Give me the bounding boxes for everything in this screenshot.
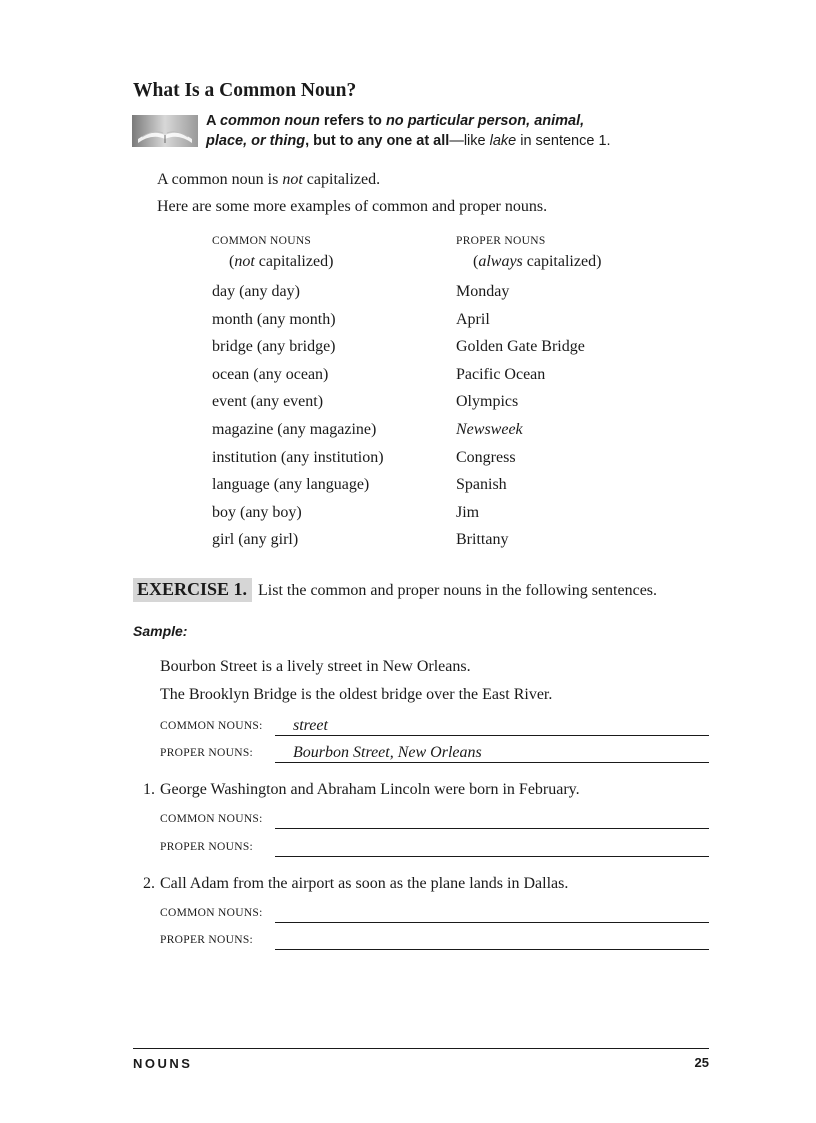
item-2-common-label: COMMON NOUNS: [160,907,263,919]
item-number-1: 1. [143,781,155,798]
proper-noun-example: Brittany [456,531,509,549]
footer-page-number: 25 [694,1055,709,1070]
noun-row [212,421,632,445]
proper-nouns-header: PROPER NOUNS [456,235,546,247]
item-1-proper-row [160,837,710,861]
sample-proper-answer: Bourbon Street, New Orleans [275,743,709,763]
proper-noun-example: April [456,310,490,328]
intro-line-2: Here are some more examples of common and proper nouns. [157,198,548,215]
sample-common-answer: street [275,716,709,736]
tip-fragment: refers to [319,113,386,129]
noun-row [212,283,632,307]
item-2-proper-answer-field[interactable] [275,930,709,950]
common-noun-example: institution (any institution) [212,448,384,466]
tip-line-2 [206,131,696,151]
item-2-common-row [160,903,710,927]
tip-fragment: common noun [219,113,320,129]
tip-text [206,111,696,151]
item-1-proper-label: PROPER NOUNS: [160,841,254,853]
section-title: What Is a Common Noun? [133,80,357,101]
item-1-common-label: COMMON NOUNS: [160,813,263,825]
exercise-label: EXERCISE 1. [133,578,252,602]
sample-proper-row [160,743,710,767]
common-noun-example: girl (any girl) [212,531,299,549]
proper-noun-example: Pacific Ocean [456,365,546,383]
item-sentence-2: Call Adam from the airport as soon as the plane lands in Dallas. [160,875,569,892]
common-noun-example: day (any day) [212,283,300,300]
footer-section-name: NOUNS [133,1056,193,1071]
proper-noun-example: Newsweek [456,421,523,438]
sample-label: Sample: [133,623,188,639]
tip-fragment: in sentence 1. [516,133,611,149]
common-nouns-subheader: (not capitalized) [229,253,334,270]
noun-row [212,449,632,473]
item-sentence-1: George Washington and Abraham Lincoln were born in February. [160,781,580,798]
common-noun-example: magazine (any magazine) [212,421,377,438]
proper-noun-example: Congress [456,448,516,466]
sample-proper-label: PROPER NOUNS: [160,747,254,759]
item-2-proper-label: PROPER NOUNS: [160,934,254,946]
tip-box [132,111,692,151]
item-1-proper-answer-field[interactable] [275,837,709,857]
common-noun-example: boy (any boy) [212,503,302,521]
tip-fragment: no particular person, animal, [385,113,585,129]
sample-common-label: COMMON NOUNS: [160,720,263,732]
sample-sentence-2: The Brooklyn Bridge is the oldest bridge over the East River. [160,686,553,703]
item-number-2: 2. [143,875,155,892]
intro-line-1: A common noun is not capitalized. [157,171,381,188]
item-2-proper-row [160,930,710,954]
noun-row [212,393,632,417]
common-noun-example: month (any month) [212,310,336,328]
sample-common-row [160,716,710,740]
tip-fragment: , but to any one at all [305,133,450,149]
open-book-icon [132,115,198,147]
noun-row [212,531,632,555]
tip-fragment: place, or thing [206,133,306,149]
common-noun-example: language (any language) [212,476,370,494]
noun-row [212,366,632,390]
footer-divider [133,1048,709,1049]
proper-nouns-subheader: (always capitalized) [473,253,602,270]
tip-line-1 [206,111,696,131]
proper-noun-example: Golden Gate Bridge [456,338,585,356]
noun-row [212,504,632,528]
tip-fragment: A [206,113,220,129]
noun-row [212,338,632,362]
proper-noun-example: Olympics [456,393,519,411]
common-noun-example: event (any event) [212,393,324,411]
proper-noun-example: Jim [456,503,480,521]
tip-fragment: lake [489,133,517,149]
exercise-header [133,578,733,606]
common-noun-example: ocean (any ocean) [212,365,329,383]
sample-sentence-1: Bourbon Street is a lively street in New Orleans. [160,658,471,675]
common-nouns-header: COMMON NOUNS [212,235,312,247]
exercise-instruction: List the common and proper nouns in the following sentences. [258,582,658,599]
common-noun-example: bridge (any bridge) [212,338,336,356]
item-2-common-answer-field[interactable] [275,903,709,923]
proper-noun-example: Monday [456,283,510,300]
proper-noun-example: Spanish [456,476,507,494]
item-1-common-answer-field[interactable] [275,809,709,829]
noun-row [212,476,632,500]
noun-row [212,311,632,335]
item-1-common-row [160,809,710,833]
tip-fragment: —like [449,133,490,149]
